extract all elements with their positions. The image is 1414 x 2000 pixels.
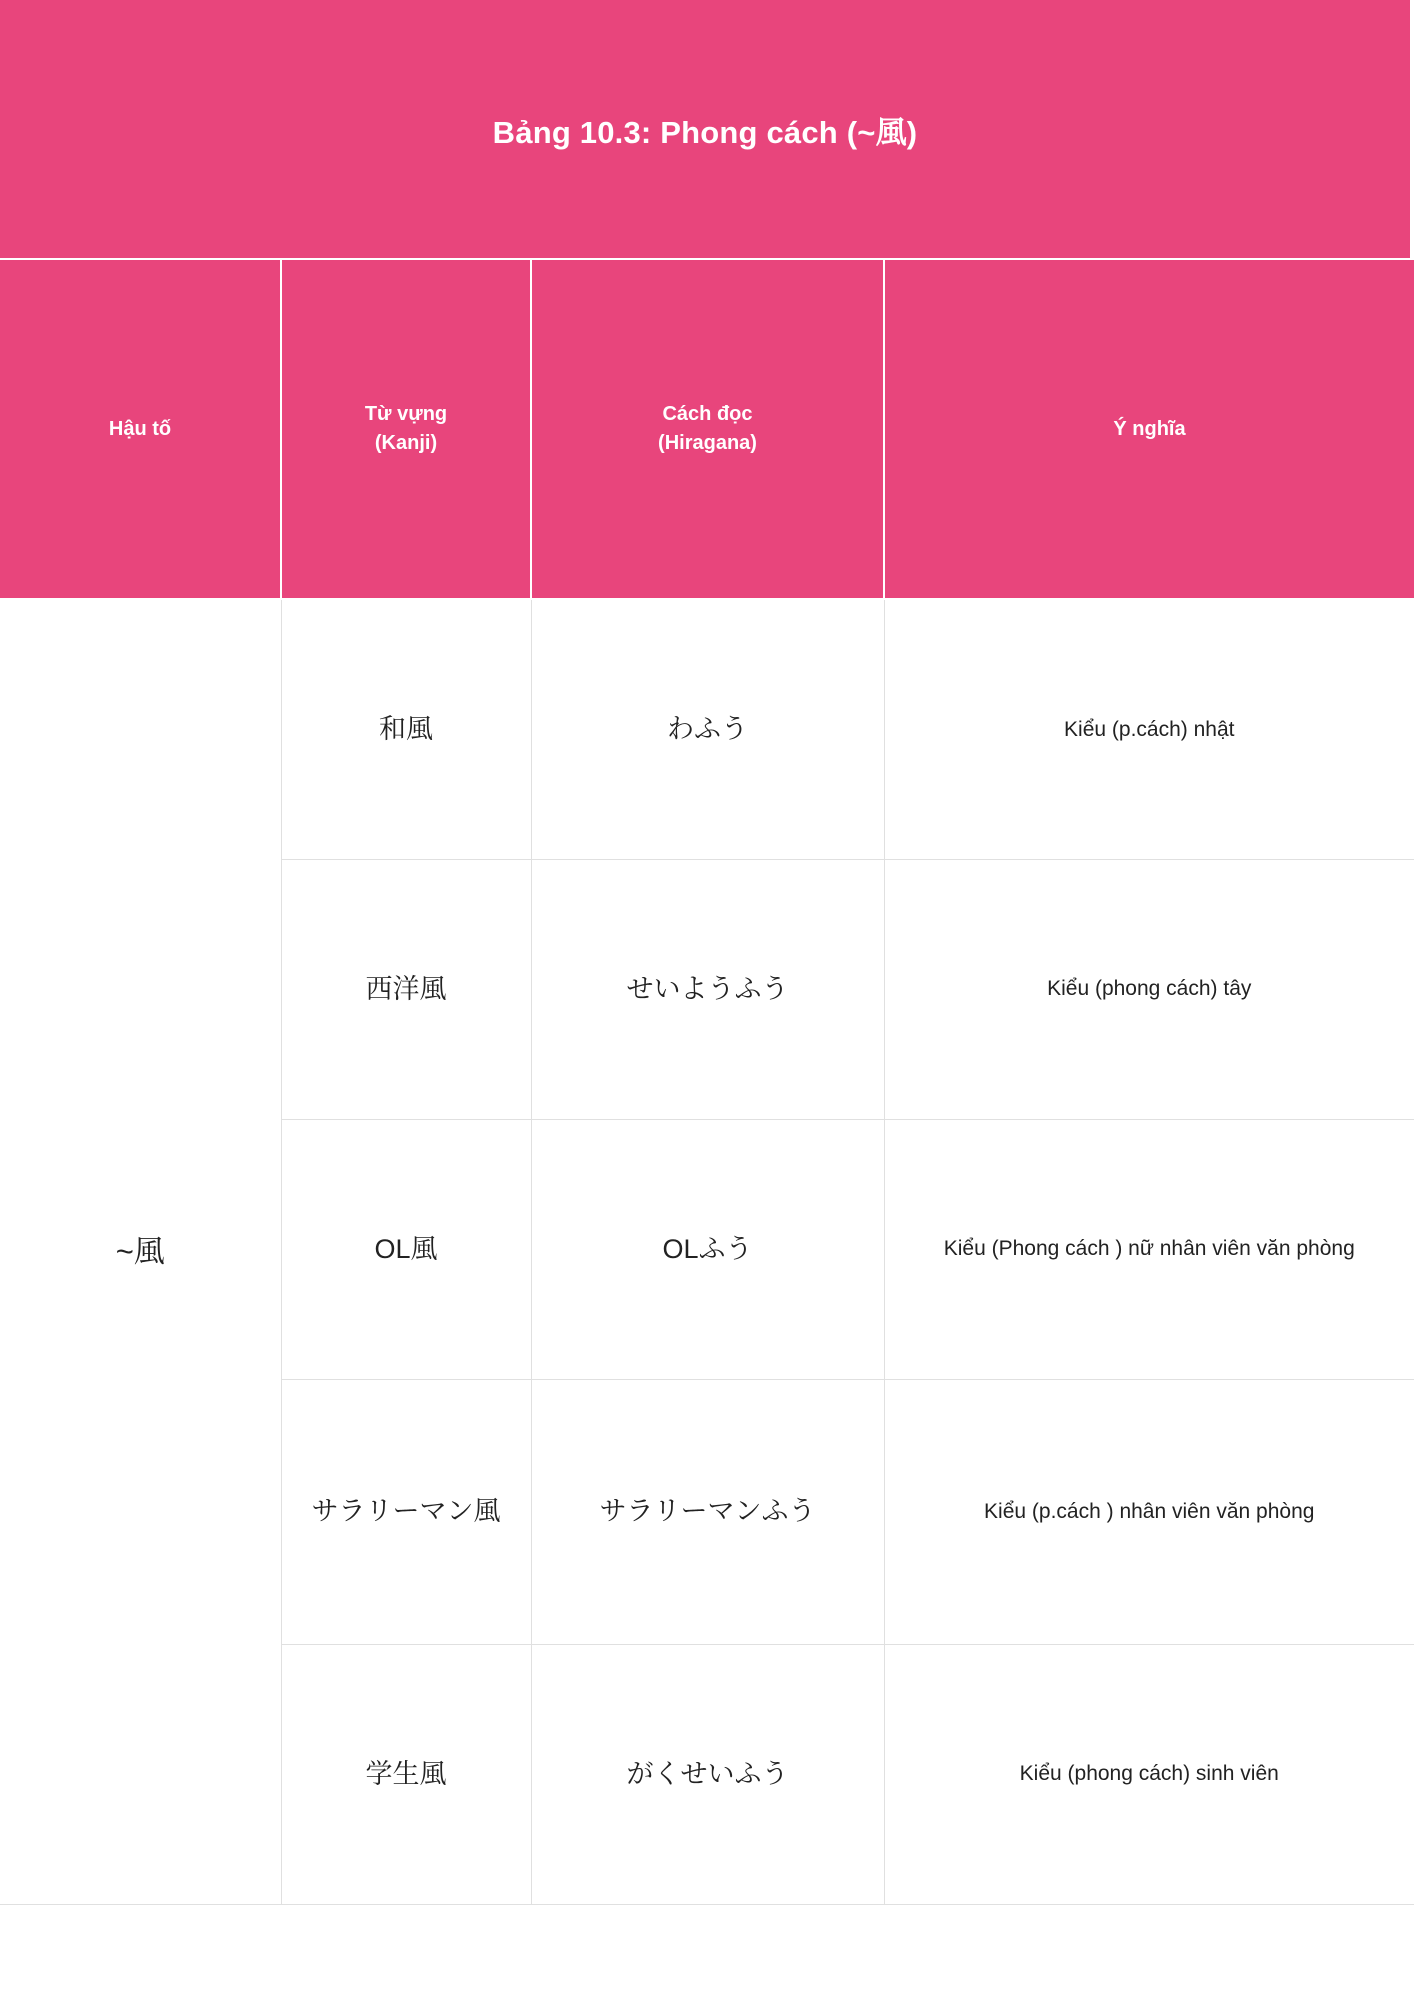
column-header-meaning bbox=[884, 259, 1414, 599]
meaning-cell: Kiểu (phong cách) tây bbox=[884, 859, 1414, 1119]
kana-cell: OLふう bbox=[531, 1119, 884, 1379]
column-header-suffix-line1: Hậu tố bbox=[108, 417, 172, 440]
vocabulary-table bbox=[0, 258, 1414, 1905]
table-row bbox=[0, 599, 1414, 859]
meaning-cell: Kiểu (p.cách ) nhân viên văn phòng bbox=[884, 1379, 1414, 1644]
column-header-vocabulary bbox=[281, 259, 531, 599]
table-header bbox=[0, 259, 1414, 599]
kanji-cell: OL風 bbox=[281, 1119, 531, 1379]
kana-cell: せいようふう bbox=[531, 859, 884, 1119]
table-title-bar bbox=[0, 0, 1410, 258]
column-header-vocabulary-line2: (Kanji) bbox=[374, 432, 438, 454]
kana-cell: サラリーマンふう bbox=[531, 1379, 884, 1644]
column-header-reading-line2: (Hiragana) bbox=[658, 432, 757, 454]
meaning-cell: Kiểu (Phong cách ) nữ nhân viên văn phòng bbox=[884, 1119, 1414, 1379]
meaning-cell: Kiểu (phong cách) sinh viên bbox=[884, 1644, 1414, 1904]
column-header-suffix bbox=[0, 259, 281, 599]
table-header-row bbox=[0, 259, 1414, 599]
suffix-cell: ~風 bbox=[0, 599, 281, 1904]
page-title: Bảng 10.3: Phong cách (~風) bbox=[492, 114, 918, 150]
column-header-meaning-line1: Ý nghĩa bbox=[1113, 417, 1186, 440]
kana-cell: がくせいふう bbox=[531, 1644, 884, 1904]
kanji-cell: サラリーマン風 bbox=[281, 1379, 531, 1644]
kana-cell: わふう bbox=[531, 599, 884, 859]
table-body bbox=[0, 599, 1414, 1904]
meaning-cell: Kiểu (p.cách) nhật bbox=[884, 599, 1414, 859]
column-header-reading-line1: Cách đọc bbox=[662, 403, 753, 425]
kanji-cell: 西洋風 bbox=[281, 859, 531, 1119]
column-header-reading bbox=[531, 259, 884, 599]
column-header-vocabulary-line1: Từ vựng bbox=[364, 403, 448, 425]
kanji-cell: 和風 bbox=[281, 599, 531, 859]
kanji-cell: 学生風 bbox=[281, 1644, 531, 1904]
